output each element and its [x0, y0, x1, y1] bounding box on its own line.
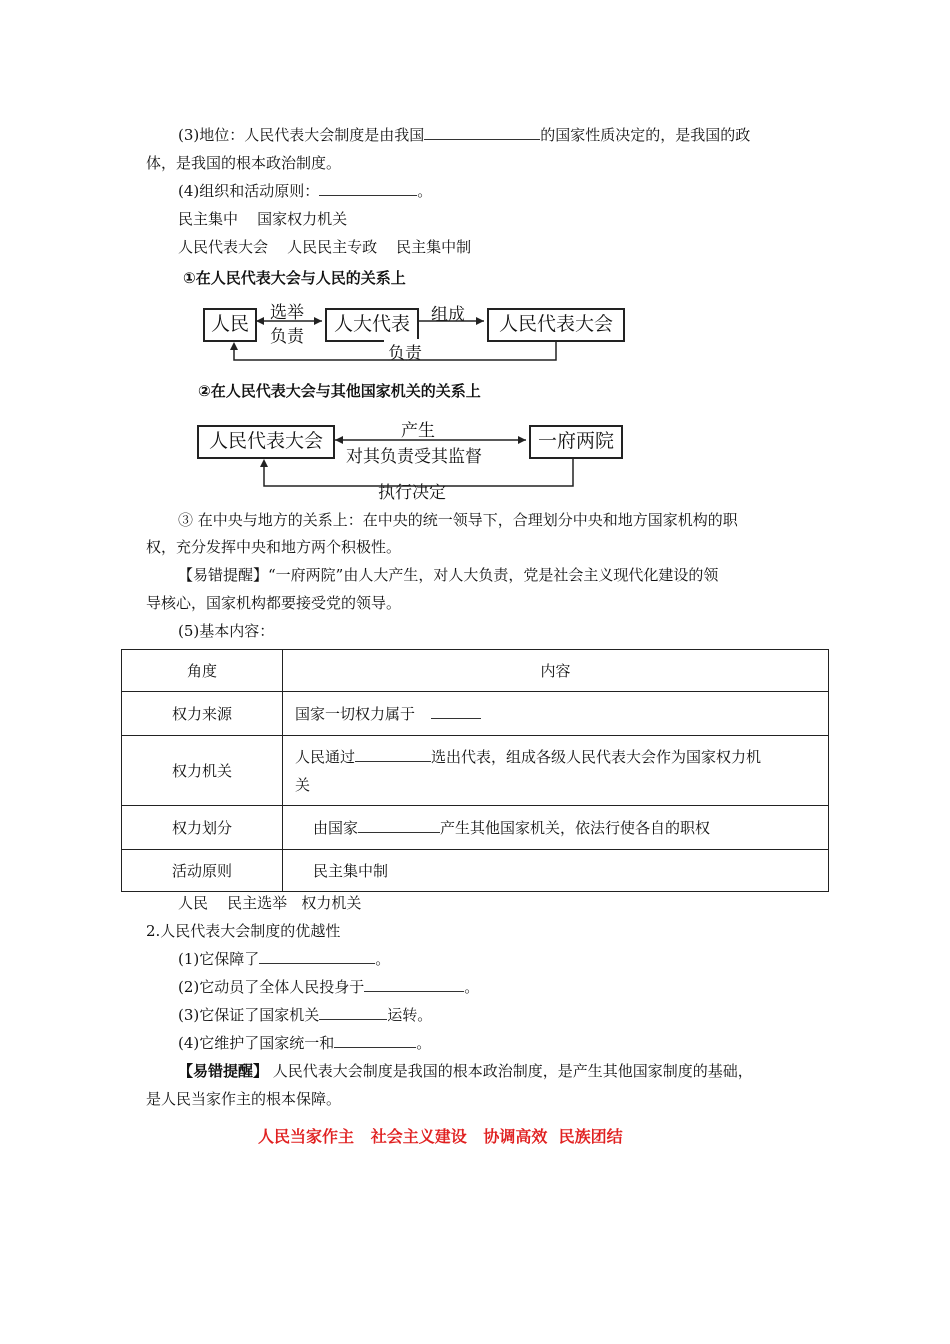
blank-field[interactable] — [424, 125, 540, 140]
table-row — [122, 692, 829, 736]
paragraph-5: (5)基本内容： — [178, 622, 275, 640]
diagram1-title: ①在人民代表大会与人民的关系上 — [183, 269, 406, 287]
diagram1-feedback-label: 负责 — [384, 339, 426, 364]
table-cell-content — [283, 850, 829, 892]
table-cell-text: 产生其他国家机关，依法行使各自的职权 — [440, 819, 711, 837]
item-3 — [178, 1005, 432, 1025]
table-row — [122, 850, 829, 892]
tip2-line1 — [178, 1061, 753, 1081]
item-text: (2)它动员了全体人民投身于 — [178, 978, 365, 996]
item-2 — [178, 977, 479, 997]
table-cell-content — [283, 806, 829, 850]
table-cell-content — [283, 692, 829, 736]
item-text: 。 — [464, 978, 480, 996]
item-text: 运转。 — [387, 1006, 433, 1024]
table-cell-angle: 权力机关 — [122, 736, 283, 806]
paragraph-c3-line2: 权，充分发挥中央和地方两个积极性。 — [146, 538, 402, 556]
tip1-line2: 导核心，国家机构都要接受党的领导。 — [146, 594, 402, 612]
diagram1-box-congress: 人民代表大会 — [487, 308, 625, 342]
diagram2-arrow-top-label: 产生 — [401, 421, 435, 441]
table-cell-text: 人民通过 — [295, 747, 356, 766]
tip2-label: 【易错提醒】 — [178, 1062, 269, 1080]
table-cell-angle: 权力来源 — [122, 692, 283, 736]
blank-field[interactable] — [334, 1033, 416, 1048]
diagram2-title: ②在人民代表大会与其他国家机关的关系上 — [198, 382, 481, 400]
item-text: 。 — [416, 1034, 432, 1052]
tip1-line1 — [178, 565, 718, 585]
table-cell-text: 由国家 — [313, 819, 359, 837]
paragraph-3-prefix: (3)地位：人民代表大会制度是由我国 — [178, 126, 425, 144]
diagram2-box-congress: 人民代表大会 — [197, 425, 335, 459]
item-4 — [178, 1033, 431, 1053]
section-2-heading: 2.人民代表大会制度的优越性 — [146, 922, 341, 940]
table-cell-angle: 权力划分 — [122, 806, 283, 850]
table-header-row — [122, 650, 829, 692]
answer-line-3: 人民 民主选举 权力机关 — [178, 894, 362, 912]
table-header-content: 内容 — [283, 650, 829, 692]
blank-field[interactable] — [355, 747, 431, 762]
table-cell-content — [283, 736, 829, 806]
blank-field[interactable] — [431, 704, 481, 719]
diagram2-feedback-label: 执行决定 — [374, 478, 450, 503]
item-text: (4)它维护了国家统一和 — [178, 1034, 335, 1052]
answer-line-1: 民主集中 国家权力机关 — [178, 210, 348, 228]
item-text: (1)它保障了 — [178, 950, 260, 968]
blank-field[interactable] — [364, 977, 464, 992]
table-cell-text: 民主集中制 — [313, 862, 389, 880]
tip2-text: 人民代表大会制度是我国的根本政治制度，是产生其他国家制度的基础， — [268, 1062, 753, 1080]
answer-red-line: 人民当家作主 社会主义建设 协调高效 民族团结 — [258, 1127, 623, 1146]
paragraph-4-prefix: (4)组织和活动原则： — [178, 182, 320, 200]
diagram1-arrow-bottom-label: 负责 — [270, 327, 304, 347]
table-row — [122, 736, 829, 806]
table-cell-text: 选出代表，组成各级人民代表大会作为国家权力机 — [431, 747, 762, 766]
paragraph-4 — [178, 181, 432, 201]
item-1 — [178, 949, 390, 969]
item-text: 。 — [375, 950, 391, 968]
table-cell-text: 国家一切权力属于 — [295, 705, 416, 723]
diagram1-box-npc: 人大代表 — [325, 308, 419, 342]
item-text: (3)它保证了国家机关 — [178, 1006, 320, 1024]
paragraph-4-suffix: 。 — [417, 182, 433, 200]
diagram1-arrow-form-label: 组成 — [431, 305, 465, 325]
paragraph-3-line1 — [178, 125, 750, 145]
paragraph-3-suffix: 的国家性质决定的，是我国的政 — [540, 126, 751, 144]
paragraph-c3-line1: ③ 在中央与地方的关系上：在中央的统一领导下，合理划分中央和地方国家机构的职 — [178, 511, 738, 529]
table-cell-text: 关 — [295, 775, 311, 794]
diagram1-arrow-top-label: 选举 — [270, 303, 304, 323]
blank-field[interactable] — [259, 949, 375, 964]
blank-field[interactable] — [319, 1005, 387, 1020]
basic-content-table — [121, 649, 829, 892]
table-header-angle: 角度 — [122, 650, 283, 692]
paragraph-3-line2: 体，是我国的根本政治制度。 — [146, 154, 342, 172]
blank-field[interactable] — [319, 181, 417, 196]
diagram2-arrow-bottom-label: 对其负责受其监督 — [344, 442, 484, 467]
table-cell-angle: 活动原则 — [122, 850, 283, 892]
blank-field[interactable] — [358, 818, 440, 833]
diagram2-box-gov: 一府两院 — [529, 425, 623, 459]
tip1-text: “一府两院”由人大产生，对人大负责，党是社会主义现代化建设的领 — [268, 566, 719, 584]
answer-line-2: 人民代表大会 人民民主专政 民主集中制 — [178, 238, 472, 256]
diagram1-box-people: 人民 — [203, 308, 257, 342]
tip2-line2: 是人民当家作主的根本保障。 — [146, 1090, 342, 1108]
tip1-label: 【易错提醒】 — [178, 566, 269, 584]
table-row — [122, 806, 829, 850]
